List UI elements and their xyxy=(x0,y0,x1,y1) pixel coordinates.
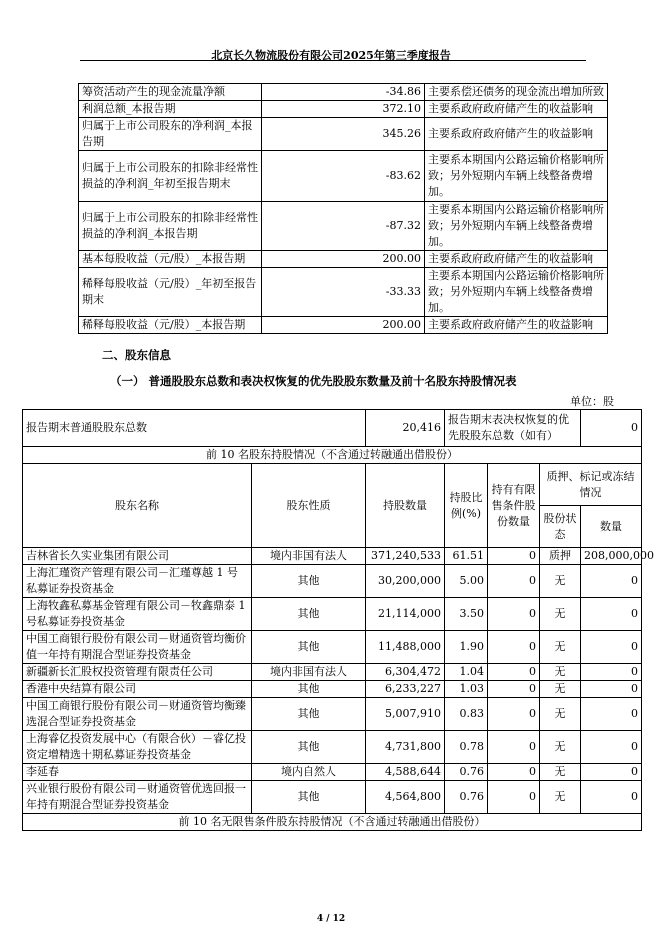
shareholder-pledge-status: 无 xyxy=(540,631,581,664)
shareholder-row xyxy=(23,548,642,565)
shareholder-ratio: 1.03 xyxy=(445,681,488,698)
shareholder-nature: 其他 xyxy=(252,698,366,731)
shareholder-pledge-qty: 0 xyxy=(581,664,642,681)
shareholder-pledge-qty: 0 xyxy=(581,781,642,814)
shareholder-quantity: 30,200,000 xyxy=(366,565,445,598)
shareholder-nature: 境内自然人 xyxy=(252,764,366,781)
variance-reason: 主要系政府政府储产生的收益影响 xyxy=(425,101,608,118)
shareholder-quantity: 4,588,644 xyxy=(366,764,445,781)
shareholder-nature: 其他 xyxy=(252,781,366,814)
variance-reason: 主要系政府政府储产生的收益影响 xyxy=(425,251,608,268)
shareholder-restricted: 0 xyxy=(488,781,540,814)
variance-row xyxy=(79,84,608,101)
variance-row xyxy=(79,151,608,202)
section-heading: 二、股东信息 xyxy=(102,348,171,362)
shareholder-nature: 其他 xyxy=(252,598,366,631)
shareholder-pledge-qty: 0 xyxy=(581,598,642,631)
shareholder-quantity: 371,240,533 xyxy=(366,548,445,565)
col-header-ratio: 持股比例(%) xyxy=(445,464,488,548)
variance-value: -33.33 xyxy=(262,268,425,317)
variance-value: -34.86 xyxy=(262,84,425,101)
total-shareholders-label: 报告期末普通股股东总数 xyxy=(23,410,366,447)
variance-item: 稀释每股收益（元/股）_本报告期 xyxy=(79,317,262,334)
shareholder-name: 上海睿亿投资发展中心（有限合伙）－睿亿投资定增精选十期私募证券投资基金 xyxy=(23,731,252,764)
shareholder-quantity: 6,304,472 xyxy=(366,664,445,681)
shareholder-row xyxy=(23,631,642,664)
shareholder-quantity: 4,731,800 xyxy=(366,731,445,764)
shareholder-pledge-qty: 0 xyxy=(581,631,642,664)
unit-label: 单位：股 xyxy=(570,395,614,408)
shareholder-pledge-status: 无 xyxy=(540,664,581,681)
shareholder-name: 李延春 xyxy=(23,764,252,781)
shareholder-name: 新疆新长汇股权投资管理有限责任公司 xyxy=(23,664,252,681)
shareholder-restricted: 0 xyxy=(488,664,540,681)
shareholder-row xyxy=(23,764,642,781)
variance-row xyxy=(79,268,608,317)
variance-value: -83.62 xyxy=(262,151,425,202)
shareholder-pledge-status: 无 xyxy=(540,565,581,598)
shareholder-restricted: 0 xyxy=(488,548,540,565)
shareholder-name: 中国工商银行股份有限公司－财通资管均衡价值一年持有期混合型证券投资基金 xyxy=(23,631,252,664)
shareholder-quantity: 4,564,800 xyxy=(366,781,445,814)
shareholder-nature: 其他 xyxy=(252,681,366,698)
shareholder-name: 吉林省长久实业集团有限公司 xyxy=(23,548,252,565)
shareholder-ratio: 3.50 xyxy=(445,598,488,631)
variance-reason: 主要系本期国内公路运输价格影响所致；另外短期内车辆上线整备费增加。 xyxy=(425,151,608,202)
variance-row xyxy=(79,251,608,268)
variance-item: 利润总额_本报告期 xyxy=(79,101,262,118)
shareholder-pledge-status: 无 xyxy=(540,781,581,814)
shareholder-restricted: 0 xyxy=(488,698,540,731)
shareholder-ratio: 0.78 xyxy=(445,731,488,764)
page-header: 北京长久物流股份有限公司2025年第三季度报告 xyxy=(211,49,451,62)
variance-item: 稀释每股收益（元/股）_年初至报告期末 xyxy=(79,268,262,317)
variance-item: 归属于上市公司股东的扣除非经常性损益的净利润_本报告期 xyxy=(79,202,262,251)
shareholder-pledge-qty: 0 xyxy=(581,698,642,731)
col-header-quantity: 持股数量 xyxy=(366,464,445,548)
shareholder-name: 上海牧鑫私募基金管理有限公司－牧鑫鼎泰 1 号私募证券投资基金 xyxy=(23,598,252,631)
variance-reason: 主要系本期国内公路运输价格影响所致；另外短期内车辆上线整备费增加。 xyxy=(425,268,608,317)
col-header-pledge-status: 股份状态 xyxy=(540,506,581,548)
shareholder-restricted: 0 xyxy=(488,565,540,598)
shareholder-ratio: 61.51 xyxy=(445,548,488,565)
shareholder-quantity: 5,007,910 xyxy=(366,698,445,731)
shareholder-row xyxy=(23,698,642,731)
shareholder-pledge-qty: 0 xyxy=(581,565,642,598)
shareholder-pledge-status: 无 xyxy=(540,731,581,764)
header-rule xyxy=(80,60,586,61)
shareholder-pledge-status: 无 xyxy=(540,698,581,731)
shareholder-ratio: 5.00 xyxy=(445,565,488,598)
shareholder-pledge-status: 无 xyxy=(540,598,581,631)
shareholder-pledge-qty: 0 xyxy=(581,764,642,781)
shareholder-quantity: 6,233,227 xyxy=(366,681,445,698)
variance-row xyxy=(79,317,608,334)
shareholder-pledge-qty: 0 xyxy=(581,681,642,698)
variance-value: 345.26 xyxy=(262,118,425,151)
page-number: 4 / 12 xyxy=(316,914,346,924)
variance-value: 200.00 xyxy=(262,251,425,268)
shareholder-pledge-status: 无 xyxy=(540,681,581,698)
shareholder-nature: 其他 xyxy=(252,631,366,664)
shareholder-row xyxy=(23,731,642,764)
top10-unrestricted-title: 前 10 名无限售条件股东持股情况（不含通过转融通出借股份） xyxy=(23,814,642,831)
subsection-heading: （一） 普通股股东总数和表决权恢复的优先股股东数量及前十名股东持股情况表 xyxy=(110,374,517,388)
variance-row xyxy=(79,118,608,151)
variance-item: 基本每股收益（元/股）_本报告期 xyxy=(79,251,262,268)
shareholder-nature: 其他 xyxy=(252,731,366,764)
shareholder-restricted: 0 xyxy=(488,681,540,698)
shareholder-ratio: 1.04 xyxy=(445,664,488,681)
variance-value: 200.00 xyxy=(262,317,425,334)
shareholder-ratio: 0.76 xyxy=(445,764,488,781)
top10-title: 前 10 名股东持股情况（不含通过转融通出借股份） xyxy=(23,447,642,464)
preferred-shareholders-label: 报告期末表决权恢复的优先股股东总数（如有） xyxy=(445,410,581,447)
shareholder-restricted: 0 xyxy=(488,731,540,764)
shareholder-row xyxy=(23,664,642,681)
variance-item: 归属于上市公司股东的净利润_本报告期 xyxy=(79,118,262,151)
col-header-nature: 股东性质 xyxy=(252,464,366,548)
variance-reason: 主要系偿还债务的现金流出增加所致 xyxy=(425,84,608,101)
total-shareholders-value: 20,416 xyxy=(366,410,445,447)
col-header-name: 股东名称 xyxy=(23,464,252,548)
shareholder-row xyxy=(23,781,642,814)
variance-row xyxy=(79,101,608,118)
col-header-pledge: 质押、标记或冻结情况 xyxy=(540,464,642,506)
shareholder-pledge-qty: 0 xyxy=(581,731,642,764)
variance-table xyxy=(78,83,608,334)
col-header-pledge-qty: 数量 xyxy=(581,506,642,548)
shareholder-restricted: 0 xyxy=(488,631,540,664)
shareholder-pledge-status: 质押 xyxy=(540,548,581,565)
shareholder-table xyxy=(22,409,654,831)
variance-item: 筹资活动产生的现金流量净额 xyxy=(79,84,262,101)
shareholder-nature: 境内非国有法人 xyxy=(252,664,366,681)
shareholder-quantity: 11,488,000 xyxy=(366,631,445,664)
shareholder-ratio: 1.90 xyxy=(445,631,488,664)
col-header-restricted: 持有有限售条件股份数量 xyxy=(488,464,540,548)
shareholder-name: 香港中央结算有限公司 xyxy=(23,681,252,698)
shareholder-row xyxy=(23,598,642,631)
variance-reason: 主要系政府政府储产生的收益影响 xyxy=(425,118,608,151)
shareholder-name: 中国工商银行股份有限公司－财通资管均衡臻选混合型证券投资基金 xyxy=(23,698,252,731)
variance-item: 归属于上市公司股东的扣除非经常性损益的净利润_年初至报告期末 xyxy=(79,151,262,202)
shareholder-restricted: 0 xyxy=(488,764,540,781)
variance-value: 372.10 xyxy=(262,101,425,118)
shareholder-restricted: 0 xyxy=(488,598,540,631)
shareholder-quantity: 21,114,000 xyxy=(366,598,445,631)
shareholder-name: 兴业银行股份有限公司－财通资管优选回报一年持有期混合型证券投资基金 xyxy=(23,781,252,814)
shareholder-nature: 其他 xyxy=(252,565,366,598)
preferred-shareholders-value: 0 xyxy=(581,410,642,447)
variance-reason: 主要系政府政府储产生的收益影响 xyxy=(425,317,608,334)
shareholder-row xyxy=(23,681,642,698)
variance-row xyxy=(79,202,608,251)
shareholder-nature: 境内非国有法人 xyxy=(252,548,366,565)
shareholder-row xyxy=(23,565,642,598)
variance-reason: 主要系本期国内公路运输价格影响所致；另外短期内车辆上线整备费增加。 xyxy=(425,202,608,251)
variance-value: -87.32 xyxy=(262,202,425,251)
shareholder-pledge-status: 无 xyxy=(540,764,581,781)
shareholder-ratio: 0.76 xyxy=(445,781,488,814)
shareholder-ratio: 0.83 xyxy=(445,698,488,731)
shareholder-pledge-qty: 208,000,000 xyxy=(581,548,642,565)
shareholder-name: 上海汇瑾资产管理有限公司－汇瑾尊越 1 号私募证券投资基金 xyxy=(23,565,252,598)
